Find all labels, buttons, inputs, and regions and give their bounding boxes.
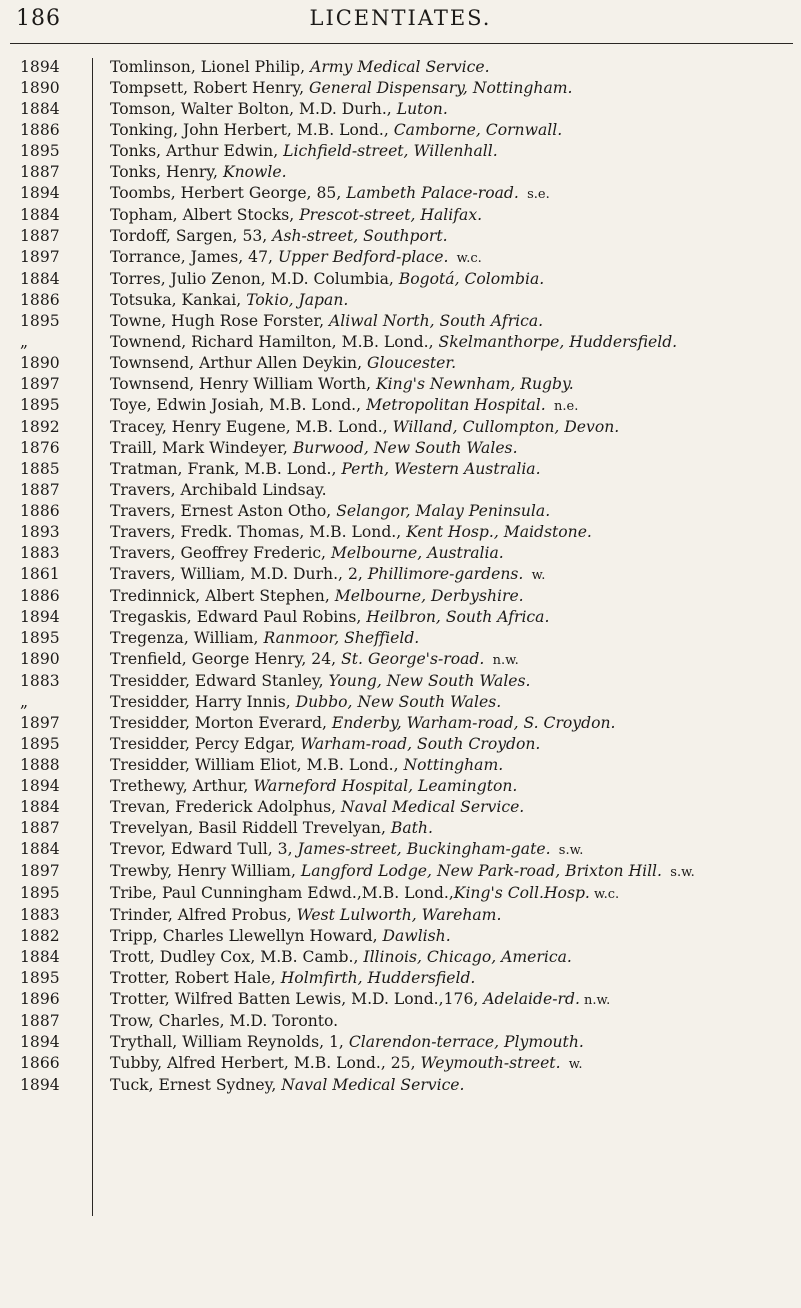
entry-name: Traill, Mark Windeyer, [110,439,293,457]
list-item [20,438,795,459]
list-item [20,947,795,968]
entry-text [110,968,795,989]
entry-year: 1888 [20,756,60,774]
entry-name: Tomson, Walter Bolton, M.D. Durh., [110,100,397,118]
entry-name: Tuck, Ernest Sydney, [110,1076,282,1094]
entry-year: 1894 [20,1076,60,1094]
entry-year: 1890 [20,354,60,372]
list-item [20,968,795,989]
entry-location: Melbourne, Australia. [330,544,504,562]
entry-location: King's Newnham, Rugby. [376,375,574,393]
entry-name: Tonks, Arthur Edwin, [110,142,284,160]
entry-year: 1887 [20,163,60,181]
entry-year: 1894 [20,777,60,795]
entry-name: Tracey, Henry Eugene, M.B. Lond., [110,418,393,436]
entry-text [110,311,795,332]
entry-name: Towne, Hugh Rose Forster, [110,312,330,330]
entry-name: Townend, Richard Hamilton, M.B. Lond., [110,333,439,351]
entry-location: Aliwal North, South Africa. [329,312,544,330]
entry-location: Langford Lodge, New Park-road, Brixton Hill. [300,862,663,880]
list-item [20,269,795,290]
entry-name: Trythall, William Reynolds, 1, [110,1033,349,1051]
entry-text [110,332,795,353]
list-item [20,586,795,607]
entry-text [110,501,795,522]
entry-name: Tonks, Henry, [110,163,223,181]
entry-location: Kent Hosp., Maidstone. [406,523,592,541]
entry-year: 1894 [20,608,60,626]
entry-name: Trotter, Wilfred Batten Lewis, M.D. Lond.,176, [110,990,484,1008]
entry-name: Tresidder, William Eliot, M.B. Lond., [110,756,404,774]
entry-name: Trotter, Robert Hale, [110,969,281,987]
entry-year: „ [20,333,29,351]
entry-text [110,57,795,78]
entry-location: General Dispensary, Nottingham. [309,79,573,97]
entry-location: Army Medical Service. [310,58,490,76]
entry-location: Gloucester. [367,354,457,372]
entry-postal-district: w. [523,568,546,583]
entry-location: James-street, Buckingham-gate. [297,840,551,858]
list-item [20,692,795,713]
licentiate-list [20,57,795,1096]
entry-year: 1887 [20,1012,60,1030]
header-rule [10,43,793,44]
entry-location: Tokio, Japan. [246,291,349,309]
entry-text [110,692,795,713]
entry-text [110,947,795,968]
entry-year: 1892 [20,418,60,436]
entry-text [110,755,795,776]
entry-location: Naval Medical Service. [281,1076,465,1094]
entry-location: Clarendon-terrace, Plymouth. [348,1033,584,1051]
entry-text [110,353,795,374]
list-item [20,480,795,501]
entry-text [110,1075,795,1096]
entry-name: Trevan, Frederick Adolphus, [110,798,342,816]
list-item [20,861,795,883]
entry-name: Tordoff, Sargen, 53, [110,227,273,245]
list-item [20,57,795,78]
entry-year: 1887 [20,481,60,499]
entry-year: 1895 [20,312,60,330]
entry-name: Tonking, John Herbert, M.B. Lond., [110,121,394,139]
entry-year: 1884 [20,270,60,288]
entry-location: Enderby, Warham-road, S. Croydon. [331,714,616,732]
entry-year: 1884 [20,100,60,118]
entry-text [110,374,795,395]
entry-name: Trevor, Edward Tull, 3, [110,840,298,858]
list-item [20,311,795,332]
list-item [20,459,795,480]
list-item [20,1011,795,1032]
entry-text [110,183,795,205]
entry-name: Travers, Geoffrey Frederic, [110,544,331,562]
list-item [20,353,795,374]
entry-year: 1885 [20,460,60,478]
list-item [20,607,795,628]
entry-year: 1886 [20,291,60,309]
entry-year: 1886 [20,587,60,605]
entry-text [110,905,795,926]
entry-text [110,226,795,247]
entry-name: Tresidder, Percy Edgar, [110,735,301,753]
entry-name: Tribe, Paul Cunningham Edwd.,M.B. Lond., [110,884,454,902]
list-item [20,734,795,755]
entry-text [110,989,795,1011]
entry-location: Illinois, Chicago, America. [363,948,572,966]
entry-postal-district: s.e. [518,187,550,202]
entry-name: Trow, Charles, M.D. Toronto. [110,1012,339,1030]
list-item [20,78,795,99]
list-item [20,776,795,797]
list-item [20,989,795,1011]
list-item [20,564,795,586]
entry-year: 1887 [20,227,60,245]
entry-text [110,480,795,501]
entry-year: 1897 [20,862,60,880]
entry-text [110,417,795,438]
list-item [20,839,795,861]
entry-year: 1893 [20,523,60,541]
entry-name: Toombs, Herbert George, 85, [110,184,347,202]
entry-year: 1884 [20,948,60,966]
entry-name: Townsend, Arthur Allen Deykin, [110,354,368,372]
entry-location: Prescot-street, Halifax. [299,206,483,224]
entry-text [110,926,795,947]
entry-postal-district: n.w. [484,653,519,668]
entry-name: Tregaskis, Edward Paul Robins, [110,608,367,626]
entry-postal-district: w.c. [448,251,482,266]
entry-location: Warham-road, South Croydon. [300,735,541,753]
entry-text [110,99,795,120]
entry-location: Bogotá, Colombia. [398,270,545,288]
list-item [20,905,795,926]
entry-name: Torrance, James, 47, [110,248,278,266]
entry-name: Tregenza, William, [110,629,264,647]
running-head: LICENTIATES. [309,6,492,30]
entry-location: Weymouth-street. [420,1054,561,1072]
list-item [20,120,795,141]
entry-year: 1887 [20,819,60,837]
page-number: 186 [16,6,61,31]
entry-year: 1884 [20,798,60,816]
list-item [20,332,795,353]
entry-location: Melbourne, Derbyshire. [334,587,524,605]
entry-name: Topham, Albert Stocks, [110,206,300,224]
entry-location: Camborne, Cornwall. [393,121,563,139]
entry-name: Trott, Dudley Cox, M.B. Camb., [110,948,364,966]
entry-name: Trenfield, George Henry, 24, [110,650,342,668]
entry-text [110,818,795,839]
entry-text [110,78,795,99]
entry-year: 1876 [20,439,60,457]
entry-year: 1895 [20,396,60,414]
entry-year: 1886 [20,121,60,139]
entry-text [110,269,795,290]
entry-year: 1894 [20,58,60,76]
entry-year: 1883 [20,672,60,690]
list-item [20,883,795,905]
entry-name: Travers, Ernest Aston Otho, [110,502,337,520]
entry-year: 1895 [20,735,60,753]
entry-location: St. George's-road. [341,650,485,668]
entry-location: Ash-street, Southport. [272,227,448,245]
entry-text [110,839,795,861]
entry-location: Ranmoor, Sheffield. [263,629,420,647]
entry-location: Burwood, New South Wales. [292,439,518,457]
entry-text [110,1011,795,1032]
entry-location: Skelmanthorpe, Huddersfield. [438,333,678,351]
entry-text [110,883,795,905]
entry-name: Toye, Edwin Josiah, M.B. Lond., [110,396,367,414]
entry-year: 1896 [20,990,60,1008]
entry-text [110,1032,795,1053]
entry-name: Tratman, Frank, M.B. Lond., [110,460,342,478]
entry-text [110,1053,795,1075]
entry-year: 1886 [20,502,60,520]
entry-name: Tresidder, Harry Innis, [110,693,296,711]
entry-location: Heilbron, South Africa. [366,608,550,626]
entry-location: Perth, Western Australia. [341,460,541,478]
entry-text [110,438,795,459]
list-item [20,671,795,692]
entry-year: 1894 [20,1033,60,1051]
entry-text [110,290,795,311]
entry-text [110,522,795,543]
list-item [20,183,795,205]
entry-text [110,713,795,734]
entry-text [110,649,795,671]
list-item [20,797,795,818]
entry-name: Trinder, Alfred Probus, [110,906,297,924]
entry-text [110,797,795,818]
entry-name: Townsend, Henry William Worth, [110,375,377,393]
list-item [20,926,795,947]
entry-text [110,861,795,883]
entry-location: Adelaide-rd. [483,990,580,1008]
entry-year: 1897 [20,375,60,393]
entry-year: 1866 [20,1054,60,1072]
list-item [20,818,795,839]
entry-year: 1890 [20,79,60,97]
entry-name: Travers, Archibald Lindsay. [110,481,327,499]
entry-postal-district: s.w. [662,865,695,880]
entry-location: Willand, Cullompton, Devon. [392,418,620,436]
entry-name: Travers, Fredk. Thomas, M.B. Lond., [110,523,407,541]
entry-year: 1884 [20,840,60,858]
entry-text [110,734,795,755]
list-item [20,374,795,395]
entry-location: Phillimore-gardens. [367,565,524,583]
list-item [20,290,795,311]
list-item [20,1053,795,1075]
entry-text [110,459,795,480]
entry-text [110,162,795,183]
entry-text [110,141,795,162]
entry-location: Selangor, Malay Peninsula. [336,502,551,520]
entry-text [110,628,795,649]
entry-location: Bath. [390,819,433,837]
entry-postal-district: n.e. [545,399,579,414]
entry-year: 1861 [20,565,60,583]
entry-name: Tresidder, Morton Everard, [110,714,332,732]
entry-text [110,607,795,628]
entry-location: King's Coll.Hosp. [453,884,590,902]
entry-name: Torres, Julio Zenon, M.D. Columbia, [110,270,399,288]
list-item [20,205,795,226]
entry-name: Trethewy, Arthur, [110,777,254,795]
entry-location: Luton. [396,100,448,118]
entry-name: Totsuka, Kankai, [110,291,247,309]
entry-location: Upper Bedford-place. [277,248,449,266]
list-item [20,543,795,564]
entry-location: Lichfield-street, Willenhall. [283,142,498,160]
entry-location: Dawlish. [382,927,451,945]
entry-year: 1882 [20,927,60,945]
entry-text [110,776,795,797]
list-item [20,501,795,522]
list-item [20,99,795,120]
entry-location: West Lulworth, Wareham. [296,906,502,924]
entry-name: Tomlinson, Lionel Philip, [110,58,311,76]
entry-name: Tubby, Alfred Herbert, M.B. Lond., 25, [110,1054,421,1072]
list-item [20,522,795,543]
entry-name: Tresidder, Edward Stanley, [110,672,329,690]
entry-year: 1895 [20,969,60,987]
entry-name: Trewby, Henry William, [110,862,301,880]
entry-year: 1894 [20,184,60,202]
entry-location: Naval Medical Service. [341,798,525,816]
entry-name: Trevelyan, Basil Riddell Trevelyan, [110,819,391,837]
list-item [20,1075,795,1096]
entry-text [110,120,795,141]
entry-year: „ [20,693,29,711]
entry-postal-district: s.w. [550,843,584,858]
list-item [20,395,795,417]
entry-name: Tredinnick, Albert Stephen, [110,587,335,605]
entry-text [110,586,795,607]
entry-name: Travers, William, M.D. Durh., 2, [110,565,368,583]
entry-location: Warneford Hospital, Leamington. [253,777,518,795]
list-item [20,162,795,183]
entry-year: 1895 [20,629,60,647]
entry-year: 1897 [20,248,60,266]
entry-year: 1884 [20,206,60,224]
entry-year: 1895 [20,142,60,160]
entry-location: Nottingham. [403,756,504,774]
entry-location: Lambeth Palace-road. [346,184,519,202]
entry-postal-district: n.w. [579,993,611,1008]
entry-text [110,247,795,269]
entry-year: 1883 [20,906,60,924]
list-item [20,713,795,734]
list-item [20,649,795,671]
entry-location: Young, New South Wales. [328,672,531,690]
entry-text [110,671,795,692]
entry-year: 1890 [20,650,60,668]
entry-location: Knowle. [222,163,287,181]
entry-year: 1883 [20,544,60,562]
entry-text [110,564,795,586]
entry-postal-district: w. [560,1057,583,1072]
entry-text [110,543,795,564]
entry-location: Dubbo, New South Wales. [295,693,502,711]
entry-year: 1897 [20,714,60,732]
entry-text [110,395,795,417]
list-item [20,1032,795,1053]
entry-postal-district: w.c. [589,887,620,902]
entry-text [110,205,795,226]
entry-name: Tripp, Charles Llewellyn Howard, [110,927,383,945]
list-item [20,247,795,269]
list-item [20,628,795,649]
list-item [20,226,795,247]
entry-year: 1895 [20,884,60,902]
list-item [20,755,795,776]
entry-location: Holmfirth, Huddersfield. [280,969,476,987]
list-item [20,417,795,438]
list-item [20,141,795,162]
entry-name: Tompsett, Robert Henry, [110,79,310,97]
entry-location: Metropolitan Hospital. [366,396,546,414]
